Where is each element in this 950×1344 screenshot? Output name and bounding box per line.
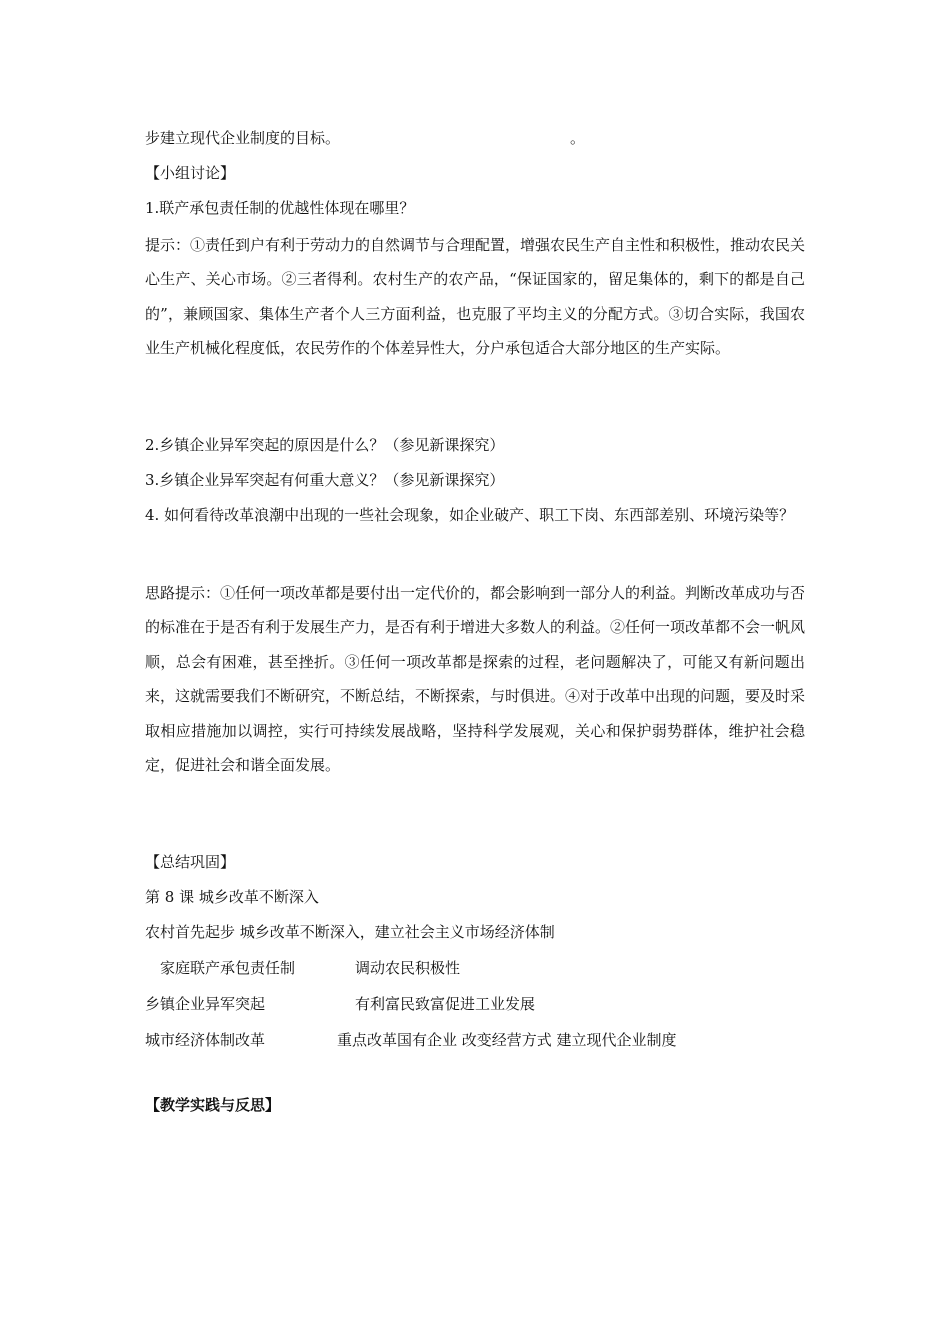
summary-row-2-left: 家庭联产承包责任制 xyxy=(160,959,296,977)
discussion-heading: 【小组讨论】 xyxy=(145,164,236,182)
summary-heading: 【总结巩固】 xyxy=(145,853,236,871)
summary-row-4-right: 重点改革国有企业 改变经营方式 建立现代企业制度 xyxy=(337,1031,677,1049)
question-4: 4. 如何看待改革浪潮中出现的一些社会现象，如企业破产、职工下岗、东西部差别、环境污染等？ xyxy=(145,506,795,524)
lesson-title: 第 8 课 城乡改革不断深入 xyxy=(145,888,319,906)
summary-row-3-right: 有利富民致富促进工业发展 xyxy=(355,995,536,1013)
summary-row-3-left: 乡镇企业异军突起 xyxy=(145,995,266,1013)
question-2: 2.乡镇企业异军突起的原因是什么？（参见新课探究） xyxy=(145,436,505,454)
summary-row-2-right: 调动农民积极性 xyxy=(355,959,461,977)
hint-4-paragraph: 思路提示：①任何一项改革都是要付出一定代价的，都会影响到一部分人的利益。判断改革成功与否的标准在于是否有利于发展生产力，是否有利于增进大多数人的利益。②任何一项改革都不会一帆风顺，总会有困难，甚至挫折。③任何一项改革都是探索的过程，老问题解决了，可能又有新问题出来，这就需要我们不断研究，不断总结，不断探索，与时俱进。④对于改革中出现的问题，要及时采取相应措施加以调控，实行可持续发展战略，坚持科学发展观，关心和保护弱势群体，维护社会稳定，促进社会和谐全面发展。 xyxy=(145,584,806,775)
summary-row-4-left: 城市经济体制改革 xyxy=(145,1031,266,1049)
trailing-mark: 。 xyxy=(570,129,586,147)
question-3: 3.乡镇企业异军突起有何重大意义？（参见新课探究） xyxy=(145,471,505,489)
hint-1-paragraph: 提示：①责任到户有利于劳动力的自然调节与合理配置，增强农民生产自主性和积极性，推动农民关心生产、关心市场。②三者得利。农村生产的农产品，“保证国家的，留足集体的，剩下的都是自己的”，兼顾国家、集体生产者个人三方面利益，也克服了平均主义的分配方式。③切合实际，我国农业生产机械化程度低，农民劳作的个体差异性大，分户承包适合大部分地区的生产实际。 xyxy=(145,236,806,358)
summary-row-1: 农村首先起步 城乡改革不断深入，建立社会主义市场经济体制 xyxy=(145,923,555,941)
continuation-line: 步建立现代企业制度的目标。 xyxy=(145,129,341,147)
reflection-heading: 【教学实践与反思】 xyxy=(145,1096,281,1114)
question-1: 1.联产承包责任制的优越性体现在哪里？ xyxy=(145,199,415,217)
